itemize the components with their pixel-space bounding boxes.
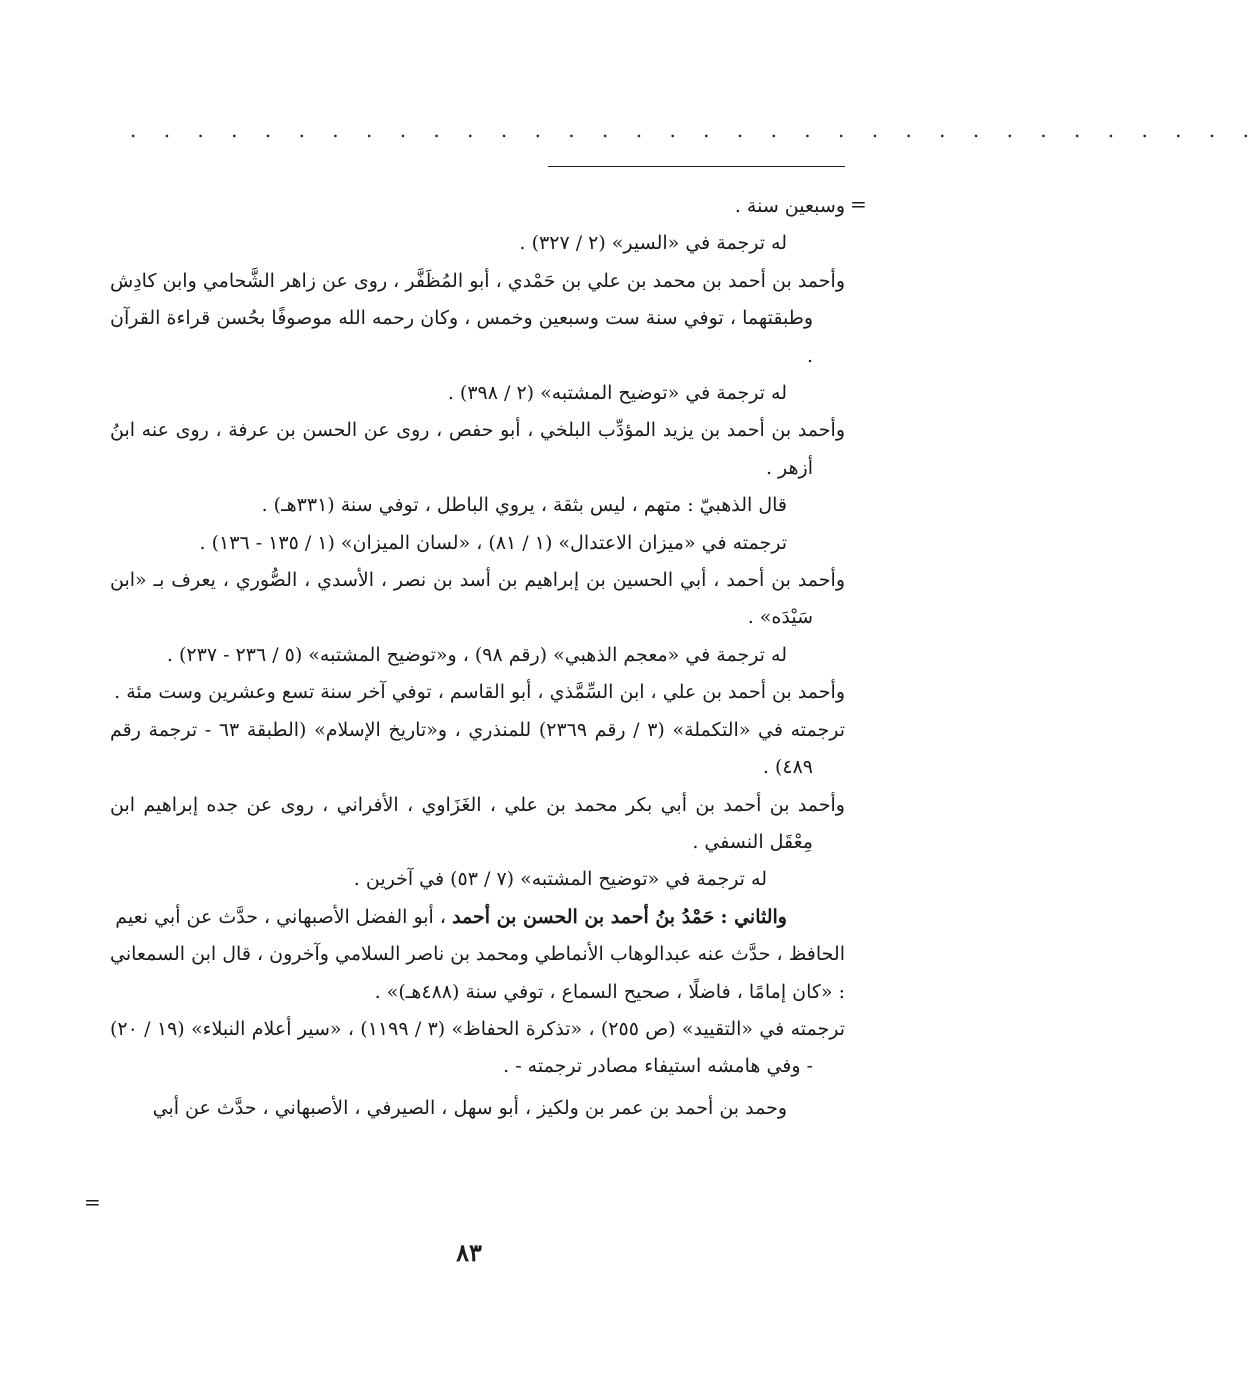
second-label: والثاني : (720, 905, 787, 928)
header-dots: . . . . . . . . . . . . . . . . . . . . . . . . . . . . . . . . . . (130, 118, 1259, 142)
paragraph: له ترجمة في «توضيح المشتبه» (٧ / ٥٣) في آخرين . (353, 868, 767, 891)
paragraph: وأحمد بن أحمد بن أبي بكر محمد بن علي ، الغَزَاوي ، الأفراني ، روى عن جده إبراهيم ابن مِعْقَل النسفي . (110, 793, 845, 853)
page-number: ٨٣ (456, 1238, 482, 1267)
paragraph: ترجمته في «التكملة» (٣ / رقم ٢٣٦٩) للمنذري ، و«تاريخ الإسلام» (الطبقة ٦٣ - ترجمة رقم ٤٨٩) . (110, 718, 845, 779)
second-rest: ، أبو الفضل الأصبهاني ، حدَّث عن أبي نعيم (115, 905, 447, 928)
paragraph: وأحمد بن أحمد ، أبي الحسين بن إبراهيم بن أسد بن نصر ، الأسدي ، الصُّوري ، يعرف بـ «ابن سَيْدَه» . (110, 569, 845, 629)
paragraph: له ترجمة في «معجم الذهبي» (رقم ٩٨) ، و«توضيح المشتبه» (٥ / ٢٣٦ - ٢٣٧) . (166, 643, 787, 666)
second-name: حَمْدُ بنُ أحمد بن الحسن بن أحمد (452, 905, 715, 928)
paragraph: قال الذهبيّ : متهم ، ليس بثقة ، يروي الباطل ، توفي سنة (٣٣١هـ) . (261, 494, 787, 517)
footnote-body (110, 188, 845, 1127)
paragraph: له ترجمة في «توضيح المشتبه» (٢ / ٣٩٨) . (447, 382, 787, 405)
paragraph: وأحمد بن أحمد بن يزيد المؤدِّب البلخي ، أبو حفص ، روى عن الحسن بن عرفة ، روى عنه ابنُ أزهر . (110, 419, 845, 479)
paragraph: الحافظ ، حدَّث عنه عبدالوهاب الأنماطي ومحمد بن ناصر السلامي وآخرون ، قال ابن السمعاني : «كان إمامًا ، فاضلًا ، صحيح السماع ، توفي سنة (٤٨٨هـ)» . (110, 943, 845, 1003)
paragraph: وأحمد بن أحمد بن محمد بن علي بن حَمْدي ، أبو المُظَفَّر ، روى عن زاهر الشَّحامي وابن كادِش وطبقتهما ، توفي سنة ست وسبعين وخمس ، وكان رحمه الله موصوفًا بحُسن قراءة القرآن . (110, 269, 845, 367)
paragraph: ترجمته في «التقييد» (ص ٢٥٥) ، «تذكرة الحفاظ» (٣ / ١١٩٩) ، «سير أعلام النبلاء» (١٩ / ٢٠) - وفي هامشه استيفاء مصادر ترجمته - . (110, 1017, 845, 1078)
footnote-rule (548, 166, 845, 167)
paragraph: وسبعين سنة . (734, 195, 845, 217)
second-entry (110, 899, 845, 936)
paragraph: له ترجمة في «السير» (٢ / ٣٢٧) . (519, 232, 787, 255)
paragraph: وحمد بن أحمد بن عمر بن ولكيز ، أبو سهل ، الصيرفي ، الأصبهاني ، حدَّث عن أبي (152, 1096, 787, 1119)
continuation-mark: = (850, 192, 867, 216)
end-mark: = (84, 1190, 101, 1214)
paragraph: وأحمد بن أحمد بن علي ، ابن السِّمَّذي ، أبو القاسم ، توفي آخر سنة تسع وعشرين وست مئة . (114, 681, 845, 704)
paragraph: ترجمته في «ميزان الاعتدال» (١ / ٨١) ، «لسان الميزان» (١ / ١٣٥ - ١٣٦) . (199, 531, 787, 554)
